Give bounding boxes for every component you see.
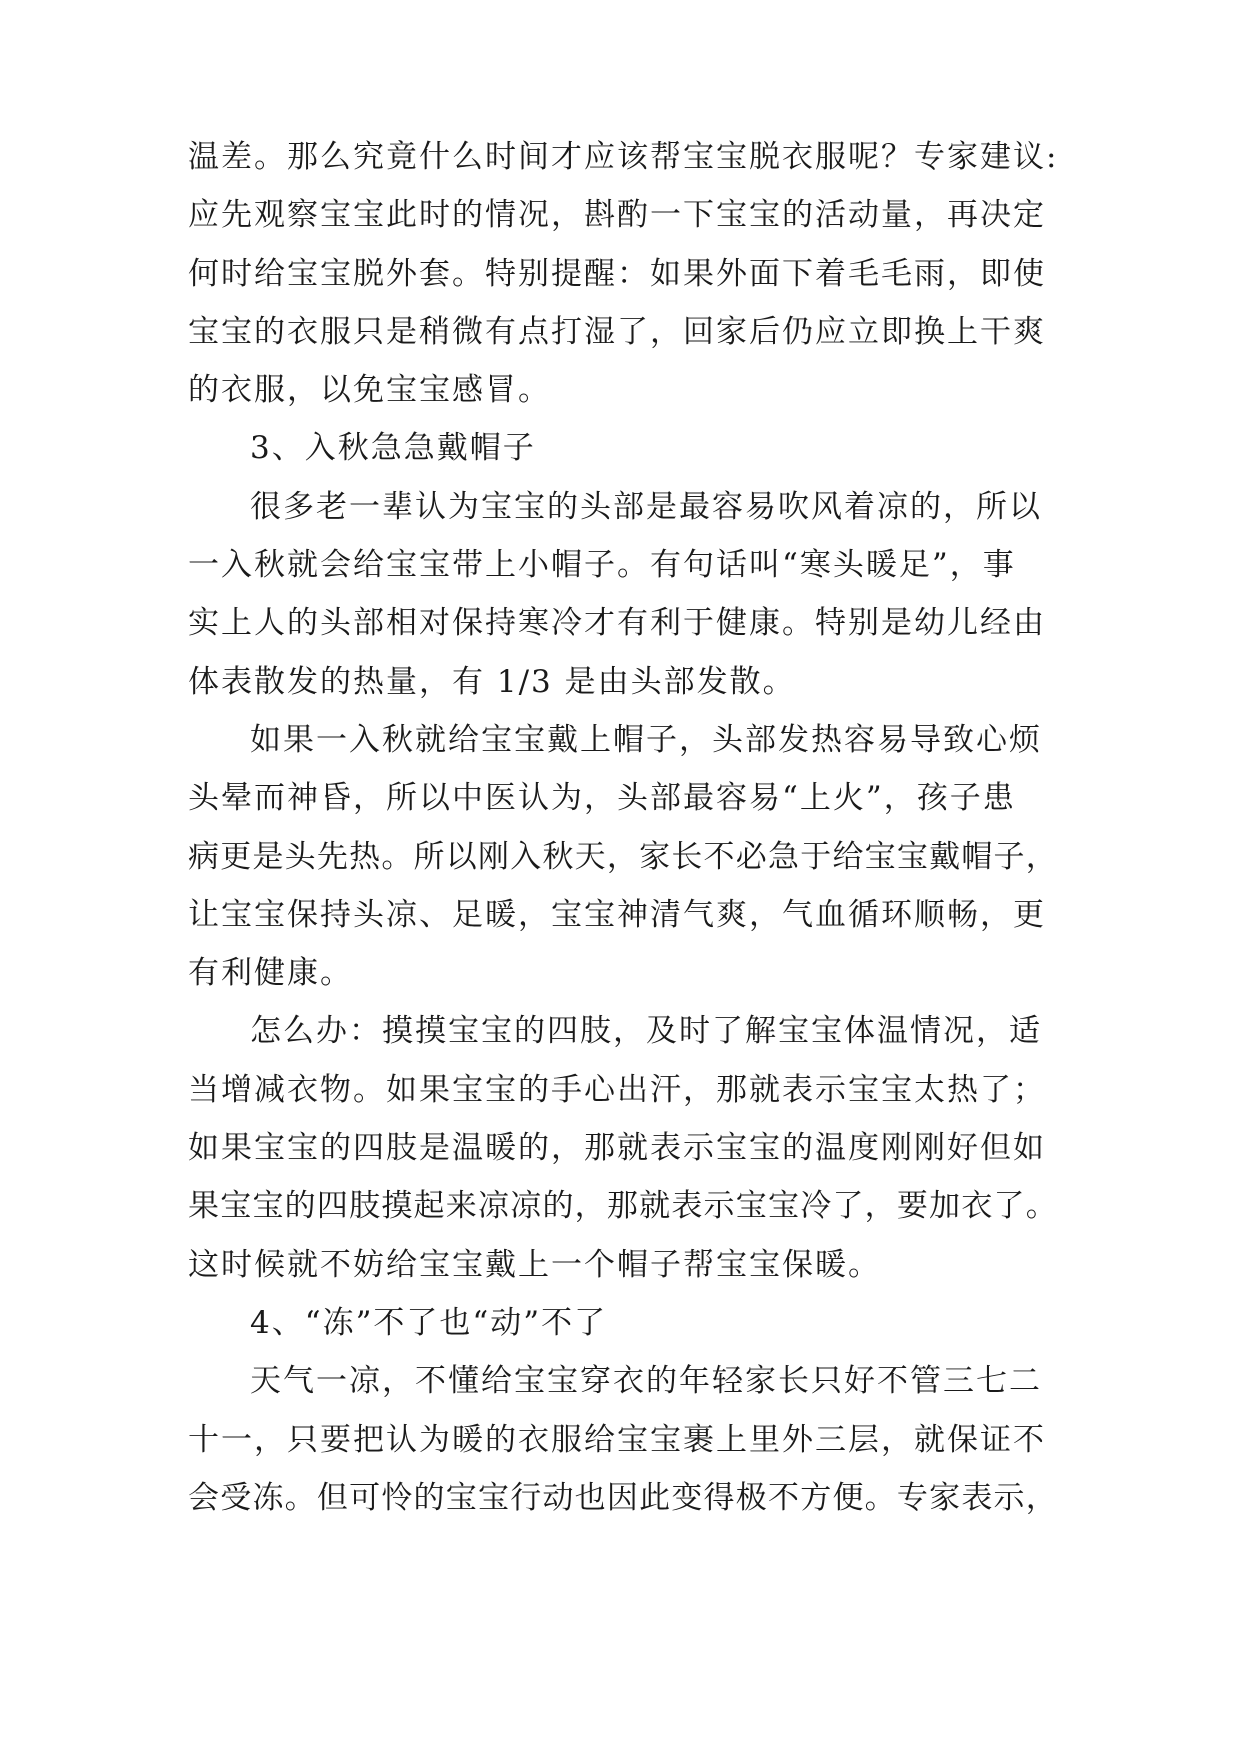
text-line: 很多老一辈认为宝宝的头部是最容易吹风着凉的，所以 (250, 488, 1042, 525)
text-line: 4、“冻”不了也“动”不了 (250, 1304, 608, 1341)
document-body (188, 128, 1058, 1527)
text-line: 天气一凉，不懂给宝宝穿衣的年轻家长只好不管三七二 (250, 1363, 1042, 1400)
text-line: 病更是头先热。所以刚入秋天，家长不必急于给宝宝戴帽子， (188, 838, 1058, 875)
text-line: 宝宝的衣服只是稍微有点打湿了，回家后仍应立即换上干爽 (188, 313, 1046, 350)
text-line: 让宝宝保持头凉、足暖，宝宝神清气爽，气血循环顺畅，更 (188, 896, 1046, 933)
text-line: 如果宝宝的四肢是温暖的，那就表示宝宝的温度刚刚好但如 (188, 1130, 1046, 1167)
text-line: 果宝宝的四肢摸起来凉凉的，那就表示宝宝冷了，要加衣了。 (188, 1188, 1058, 1225)
text-line: 温差。那么究竟什么时间才应该帮宝宝脱衣服呢？专家建议: (188, 139, 1059, 175)
text-line: 一入秋就会给宝宝带上小帽子。有句话叫“寒头暖足”，事 (188, 547, 1016, 584)
text-line: 应先观察宝宝此时的情况，斟酌一下宝宝的活动量，再决定 (188, 197, 1046, 234)
text-line: 如果一入秋就给宝宝戴上帽子，头部发热容易导致心烦 (250, 721, 1042, 758)
text-line: 实上人的头部相对保持寒冷才有利于健康。特别是幼儿经由 (188, 605, 1046, 642)
text-line: 何时给宝宝脱外套。特别提醒：如果外面下着毛毛雨，即使 (188, 255, 1046, 292)
text-line: 的衣服，以免宝宝感冒。 (188, 372, 551, 409)
text-line: 十一，只要把认为暖的衣服给宝宝裹上里外三层，就保证不 (188, 1421, 1046, 1458)
text-line: 体表散发的热量，有 1/3 是由头部发散。 (188, 663, 796, 700)
text-line: 这时候就不妨给宝宝戴上一个帽子帮宝宝保暖。 (188, 1246, 881, 1283)
text-line: 当增减衣物。如果宝宝的手心出汗，那就表示宝宝太热了； (188, 1071, 1046, 1108)
text-line: 有利健康。 (188, 955, 353, 992)
text-line: 头晕而神昏，所以中医认为，头部最容易“上火”，孩子患 (188, 780, 1016, 817)
text-line: 3、入秋急急戴帽子 (250, 430, 536, 467)
text-line: 怎么办：摸摸宝宝的四肢，及时了解宝宝体温情况，适 (250, 1013, 1042, 1050)
text-line: 会受冻。但可怜的宝宝行动也因此变得极不方便。专家表示， (188, 1479, 1058, 1516)
